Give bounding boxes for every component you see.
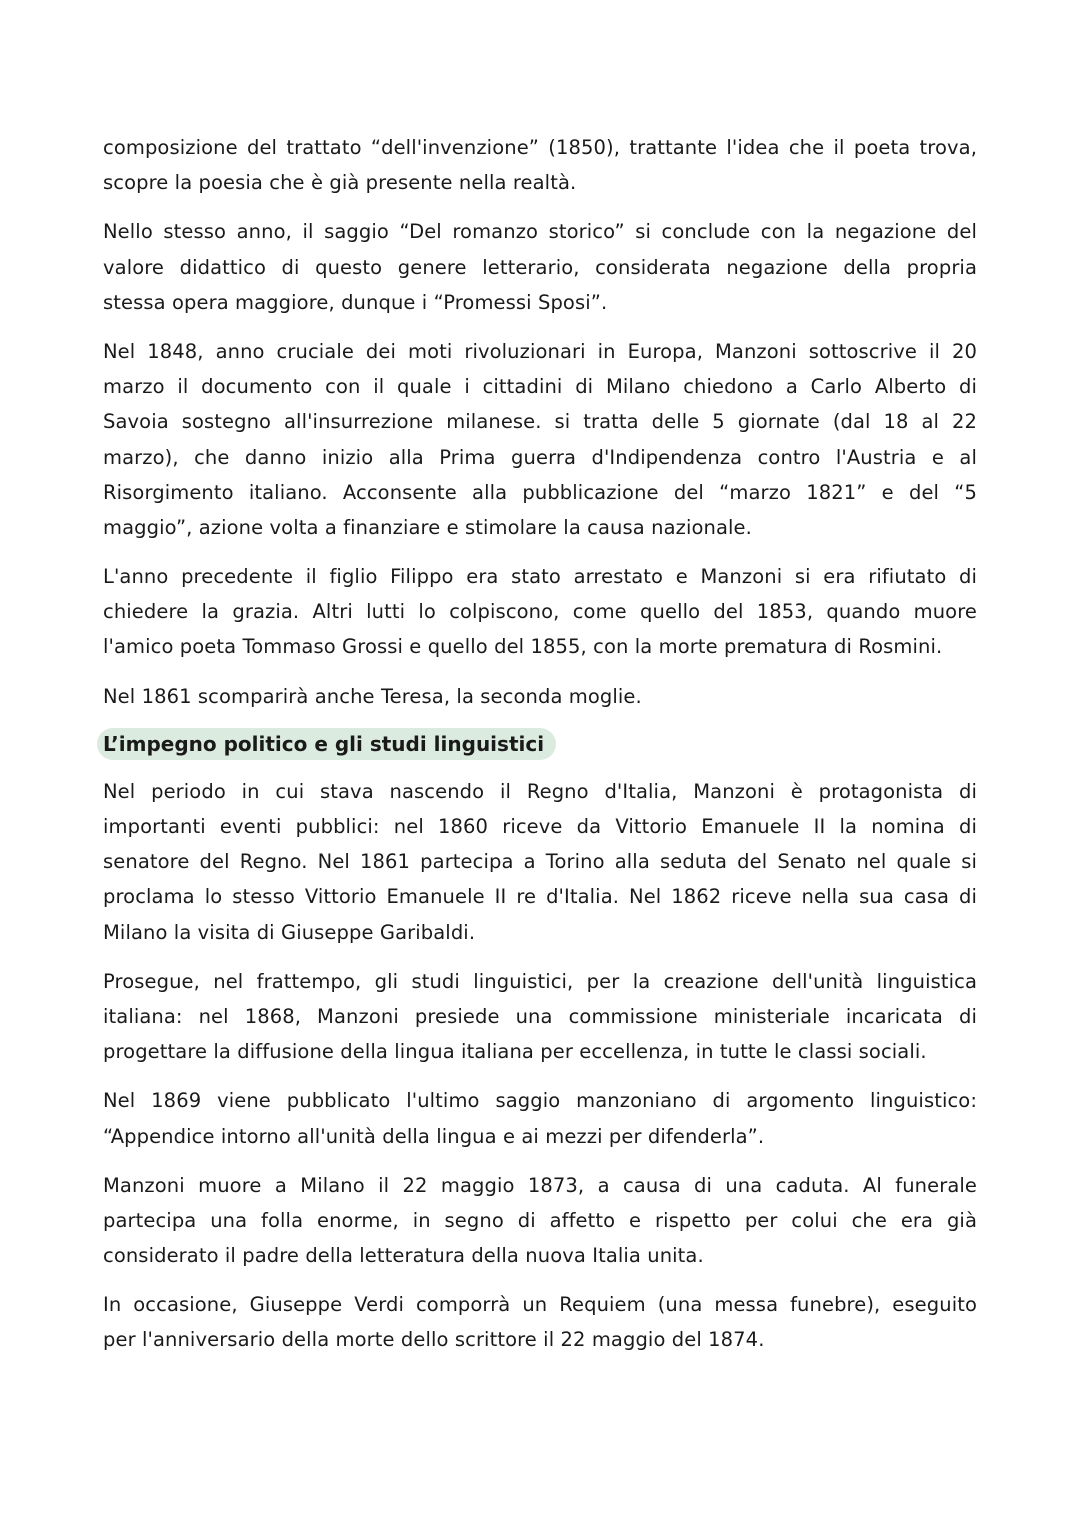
paragraph (103, 214, 977, 320)
document-page (103, 130, 977, 1372)
text-line: progettare la diffusione della lingua italiana per eccellenza, in tutte le classi sociali. (103, 1040, 927, 1064)
text-line: Milano la visita di Giuseppe Garibaldi. (103, 920, 476, 944)
text-line: Nel 1861 scomparirà anche Teresa, la seconda moglie. (103, 684, 642, 708)
paragraph (103, 964, 977, 1070)
text-line: valore didattico di questo genere letterario, considerata negazione della propria (103, 255, 977, 279)
text-line: l'amico poeta Tommaso Grossi e quello del 1855, con la morte prematura di Rosmini. (103, 635, 943, 659)
text-line: stessa opera maggiore, dunque i “Promessi Sposi”. (103, 290, 608, 314)
text-line: considerato il padre della letteratura della nuova Italia unita. (103, 1244, 704, 1268)
text-line: composizione del trattato “dell'invenzione” (1850), trattante l'idea che il poeta trova, (103, 136, 977, 159)
paragraph (103, 334, 977, 545)
text-line: importanti eventi pubblici: nel 1860 riceve da Vittorio Emanuele II la nomina di (103, 815, 977, 838)
text-line: italiana: nel 1868, Manzoni presiede una commissione ministeriale incaricata di (103, 1004, 977, 1028)
paragraph (103, 1287, 977, 1357)
text-line: senatore del Regno. Nel 1861 partecipa a Torino alla seduta del Senato nel quale si (103, 850, 977, 874)
text-line: Nel 1848, anno cruciale dei moti rivoluzionari in Europa, Manzoni sottoscrive il 20 (103, 339, 977, 363)
text-line: maggio”, azione volta a finanziare e stimolare la causa nazionale. (103, 515, 752, 539)
text-line: “Appendice intorno all'unità della lingua e ai mezzi per difenderla”. (103, 1124, 765, 1148)
text-line: Nel 1869 viene pubblicato l'ultimo saggio manzoniano di argomento linguistico: (103, 1089, 977, 1113)
text-line: In occasione, Giuseppe Verdi comporrà un Requiem (una messa funebre), eseguito (103, 1293, 977, 1317)
text-line: proclama lo stesso Vittorio Emanuele II re d'Italia. Nel 1862 riceve nella sua casa di (103, 885, 977, 909)
text-line: L'anno precedente il figlio Filippo era stato arrestato e Manzoni si era rifiutato di (103, 565, 977, 589)
text-line: partecipa una folla enorme, in segno di affetto e rispetto per colui che era già (103, 1208, 977, 1232)
section-heading: L’impegno politico e gli studi linguistici (97, 728, 556, 760)
paragraph (103, 1083, 977, 1153)
text-line: marzo il documento con il quale i cittadini di Milano chiedono a Carlo Alberto di (103, 375, 977, 399)
text-line: Savoia sostegno all'insurrezione milanese. si tratta delle 5 giornate (dal 18 al 22 (103, 410, 977, 434)
text-line: Nel periodo in cui stava nascendo il Regno d'Italia, Manzoni è protagonista di (103, 779, 977, 803)
text-line: Manzoni muore a Milano il 22 maggio 1873, a causa di una caduta. Al funerale (103, 1173, 977, 1197)
paragraph (103, 774, 977, 950)
paragraph (103, 1168, 977, 1274)
paragraph (103, 130, 977, 200)
text-line: marzo), che danno inizio alla Prima guerra d'Indipendenza contro l'Austria e al (103, 445, 977, 469)
paragraph (103, 559, 977, 665)
text-line: chiedere la grazia. Altri lutti lo colpiscono, come quello del 1853, quando muore (103, 600, 977, 624)
text-line: Risorgimento italiano. Acconsente alla pubblicazione del “marzo 1821” e del “5 (103, 480, 977, 504)
text-line: Prosegue, nel frattempo, gli studi linguistici, per la creazione dell'unità linguistica (103, 969, 977, 993)
paragraph (103, 679, 977, 714)
text-line: per l'anniversario della morte dello scrittore il 22 maggio del 1874. (103, 1328, 765, 1352)
text-line: scopre la poesia che è già presente nella realtà. (103, 171, 577, 195)
text-line: Nello stesso anno, il saggio “Del romanzo storico” si conclude con la negazione del (103, 220, 977, 244)
